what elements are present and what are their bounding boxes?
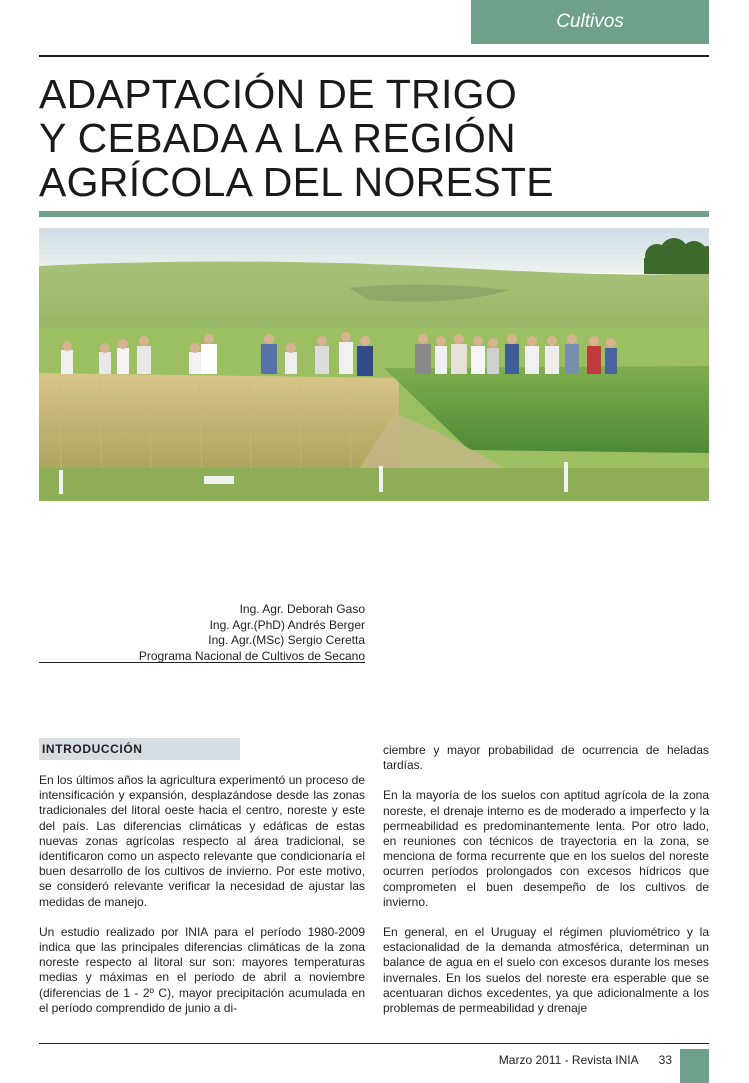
intro-heading bbox=[39, 738, 240, 760]
author-3: Ing. Agr.(MSc) Sergio Ceretta bbox=[208, 633, 365, 647]
author-program: Programa Nacional de Cultivos de Secano bbox=[138, 648, 365, 663]
page-tab bbox=[680, 1049, 709, 1083]
author-list bbox=[39, 602, 365, 664]
title-line-2: Y CEBADA A LA REGIÓN bbox=[39, 115, 516, 161]
authors-rule bbox=[39, 662, 365, 663]
section-label: Cultivos bbox=[556, 11, 624, 32]
paragraph: En los últimos años la agricultura experimentó un proceso de intensificación y expansión, desplazándose desde las zonas tradicionales del litoral oeste hacia el centro, noreste y este del país. Las diferencias climáticas y edáficas de estas nuevas zonas agrícolas respecto al área tradicional, se identificaron como un aspecto relevante que condicionaría el buen desarrollo de los cultivos de invierno. Por este motivo, se consideró relevante verificar la necesidad de ajustar las medidas de manejo. bbox=[39, 773, 365, 909]
paragraph: En la mayoría de los suelos con aptitud agrícola de la zona noreste, el drenaje interno es de moderado a imperfecto y la permeabilidad es predominantemente lenta. Por otro lado, en reuniones con técnicos de trayectoria en la zona, se menciona de forma recurrente que en los suelos del noreste ocurren períodos prolongados con excesos hídricos que comprometen el buen desempeño de los cultivos de invierno. bbox=[383, 788, 709, 909]
title-rule bbox=[39, 211, 709, 217]
author-2: Ing. Agr.(PhD) Andrés Berger bbox=[209, 617, 365, 632]
field-photo bbox=[39, 228, 709, 501]
intro-heading-text: INTRODUCCIÓN bbox=[42, 742, 143, 756]
field-photo-illustration bbox=[39, 228, 709, 501]
title-line-1: ADAPTACIÓN DE TRIGO bbox=[39, 71, 518, 117]
page-footer bbox=[440, 1053, 672, 1067]
right-column bbox=[383, 743, 709, 1016]
left-column bbox=[39, 773, 365, 1016]
paragraph: Un estudio realizado por INIA para el período 1980-2009 indica que las principales diferencias climáticas de la zona noreste respecto al litoral sur son: mayores temperaturas medias y máximas en el periodo de abril a noviembre (diferencias de 1 - 2º C), mayor precipitación acumulada en el período comprendido de junio a di- bbox=[39, 924, 365, 1015]
paragraph: ciembre y mayor probabilidad de ocurrencia de heladas tardías. bbox=[383, 743, 709, 773]
section-tab bbox=[471, 0, 709, 44]
paragraph: En general, en el Uruguay el régimen pluviométrico y la estacionalidad de la demanda atmosférica, determinan un balance de agua en el suelo con excesos durante los meses invernales. En los suelos del noreste era esperable que se acentuaran dichos excedentes, ya que adicionalmente a los problemas de permeabilidad y drenaje bbox=[383, 925, 709, 1016]
bottom-rule bbox=[39, 1043, 709, 1044]
page-number: 33 bbox=[658, 1053, 672, 1067]
top-rule bbox=[39, 55, 709, 57]
article-title bbox=[39, 72, 709, 204]
author-1: Ing. Agr. Deborah Gaso bbox=[239, 602, 365, 616]
title-line-3: AGRÍCOLA DEL NORESTE bbox=[39, 159, 554, 205]
footer-publication: Marzo 2011 - Revista INIA bbox=[498, 1053, 638, 1067]
